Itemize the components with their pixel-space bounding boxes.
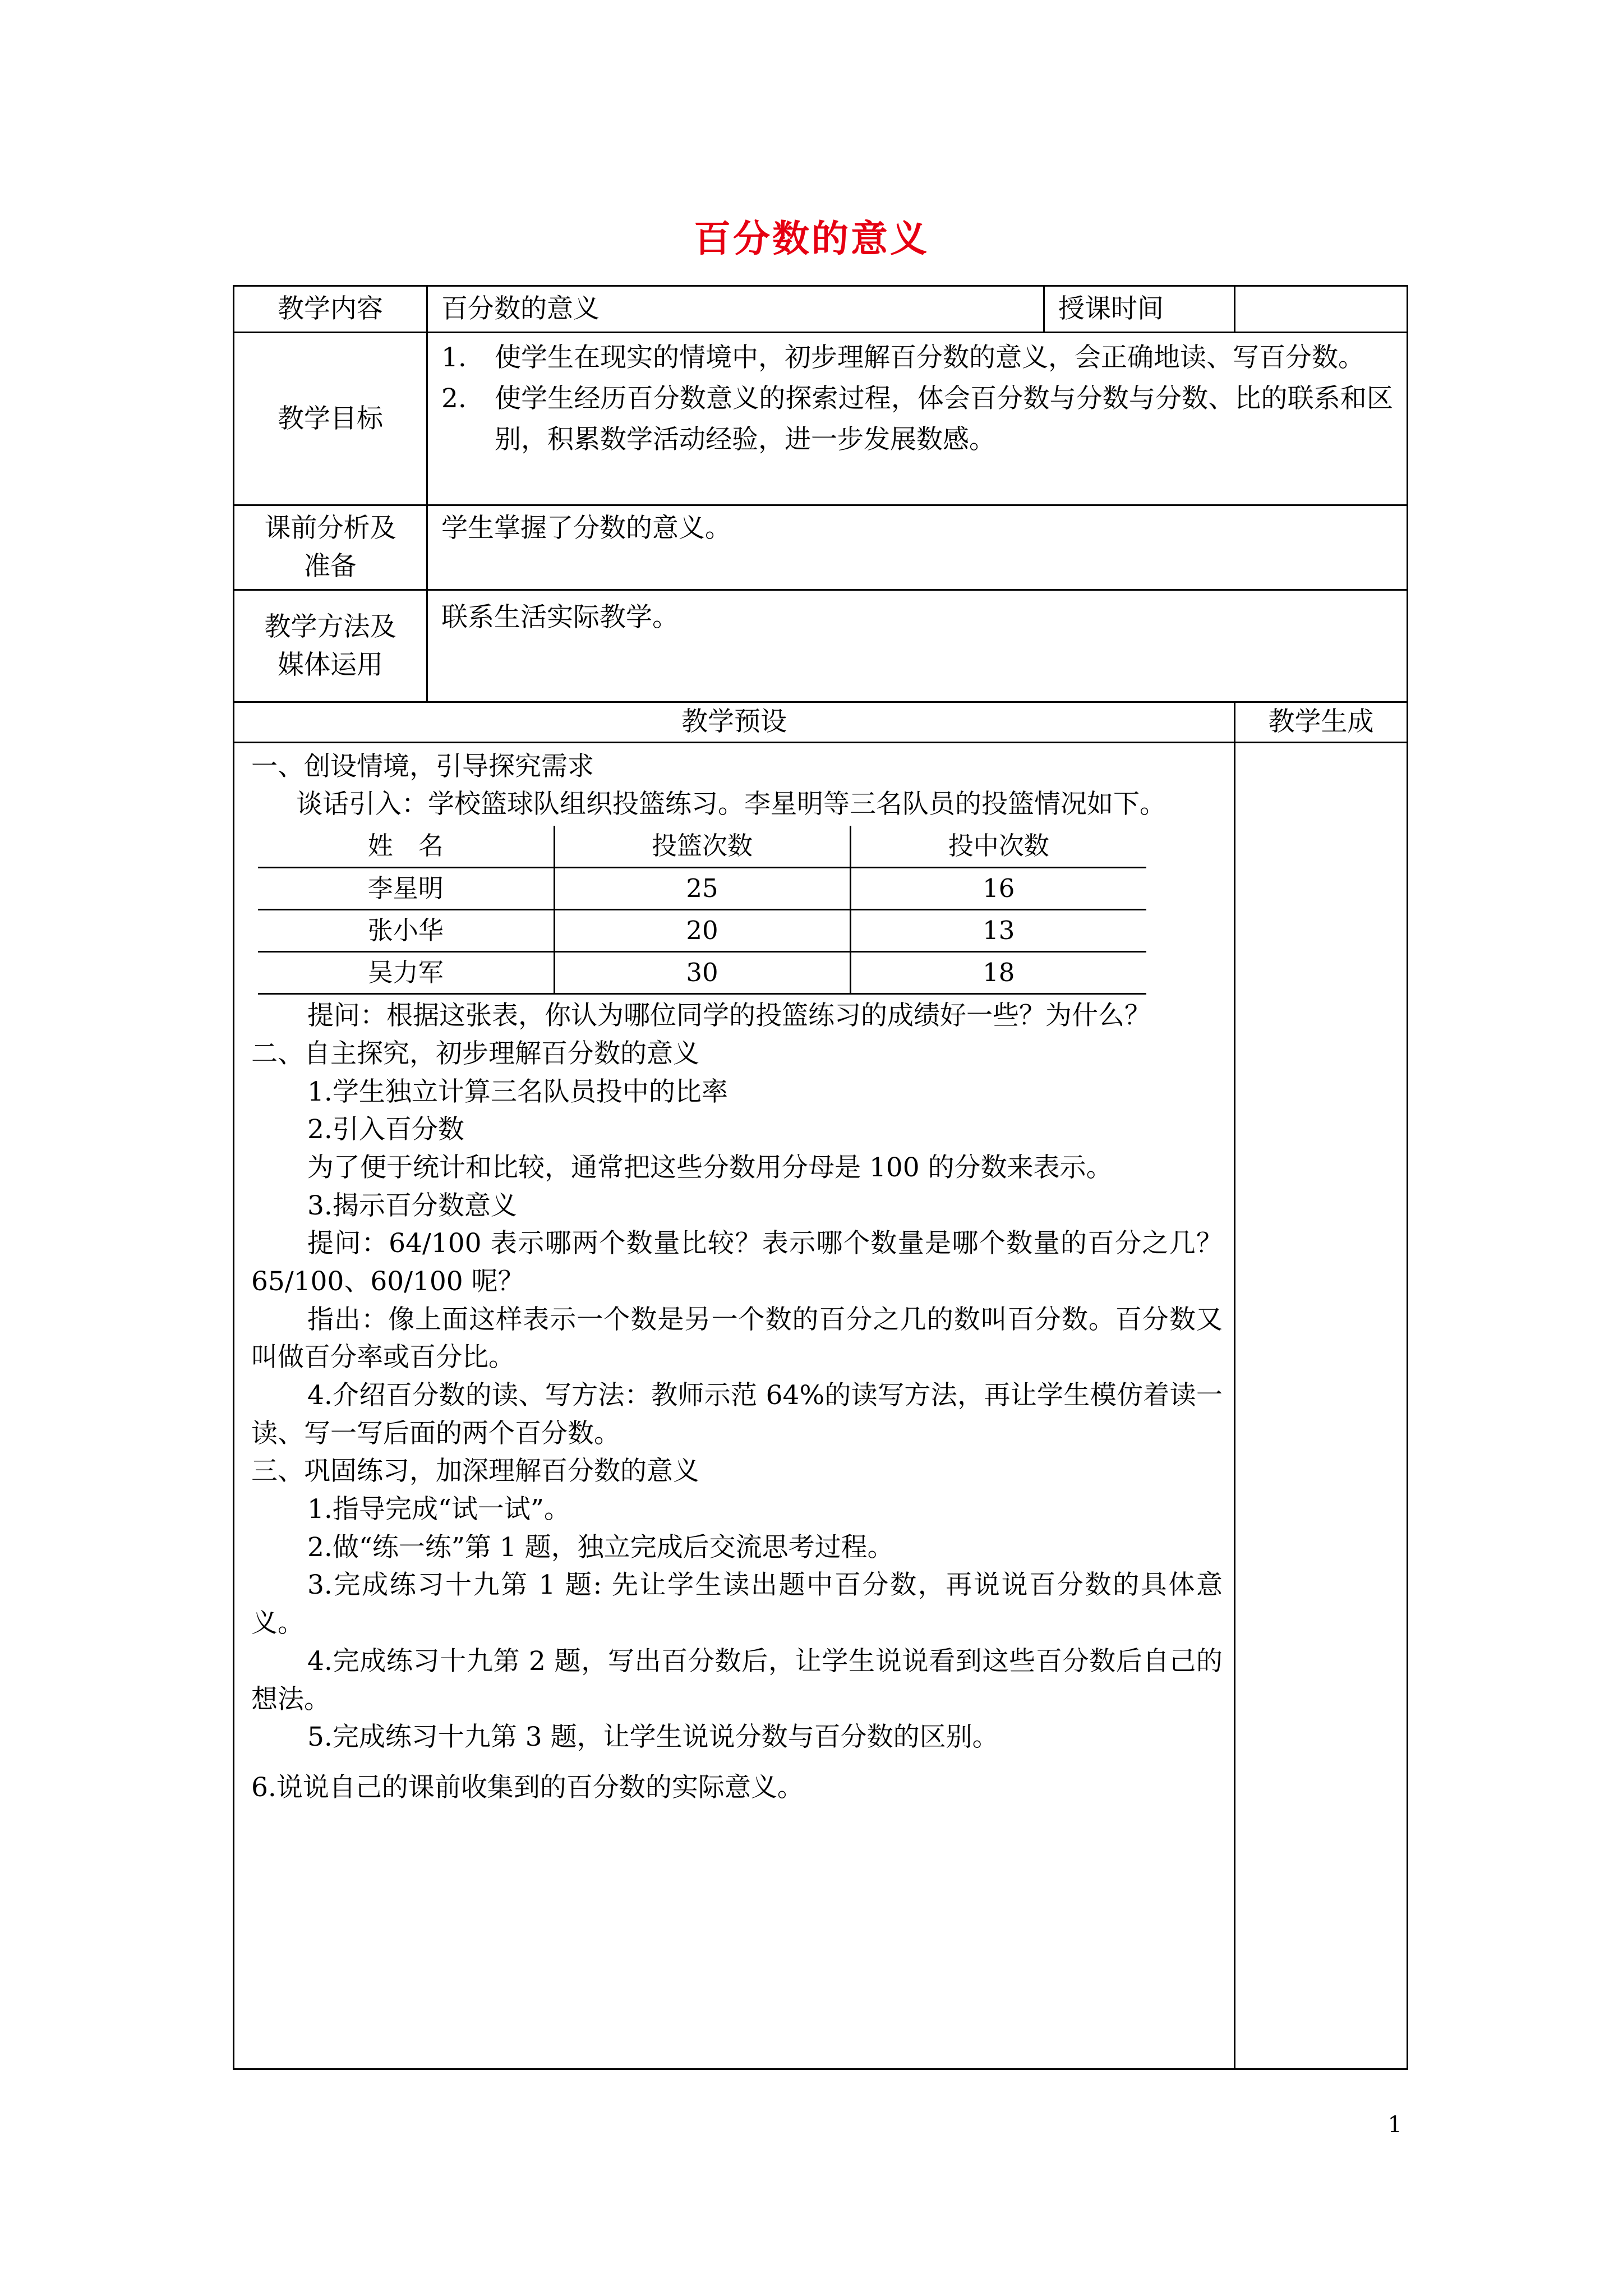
step-text: 3.揭示百分数意义: [307, 1190, 517, 1221]
table-cell: 20: [554, 910, 850, 952]
goals-label: 教学目标: [234, 333, 427, 505]
table-cell: 张小华: [258, 910, 554, 952]
step-text: 指出：像上面这样表示一个数是另一个数的百分之几的数叫百分数。百分数又叫做百分率或百分比。: [251, 1304, 1223, 1373]
goal-item: [441, 338, 1393, 379]
goal-item: [441, 379, 1393, 461]
goal-number: 2.: [441, 383, 467, 414]
column-header: 投篮次数: [554, 826, 850, 868]
step-text: 提问：64/100 表示哪两个数量比较？表示哪个数量是哪个数量的百分之几？65/100、60/100 呢？: [251, 1228, 1223, 1297]
section-title: 二、自主探究，初步理解百分数的意义: [251, 1038, 699, 1070]
column-header: 姓 名: [258, 826, 554, 868]
shooting-table-header: [258, 826, 1146, 868]
goals-content: [427, 333, 1408, 505]
step-text: 4.完成练习十九第 2 题，写出百分数后，让学生说说看到这些百分数后自己的想法。: [251, 1645, 1223, 1715]
goal-text: 使学生经历百分数意义的探索过程，体会百分数与分数与分数、比的联系和区别，积累数学活动经验，进一步发展数感。: [495, 383, 1393, 455]
analysis-value: 学生掌握了分数的意义。: [427, 505, 1408, 590]
methods-label-line: 媒体运用: [278, 649, 383, 680]
preset-header: 教学预设: [234, 702, 1235, 742]
step-text: 2.做“练一练”第 1 题，独立完成后交流思考过程。: [307, 1531, 894, 1563]
methods-value: 联系生活实际教学。: [427, 590, 1408, 702]
step-text: 6.说说自己的课前收集到的百分数的实际意义。: [251, 1772, 804, 1803]
column-header: 投中次数: [850, 826, 1146, 868]
step-text: 1.学生独立计算三名队员投中的比率: [307, 1076, 728, 1107]
step-text: 1.指导完成“试一试”。: [307, 1494, 570, 1525]
table-cell: 吴力军: [258, 952, 554, 994]
intro-text: 谈话引入：学校篮球队组织投篮练习。李星明等三名队员的投篮情况如下。: [296, 789, 1166, 820]
table-row: [258, 910, 1146, 952]
table-cell: 13: [850, 910, 1146, 952]
methods-label-line: 教学方法及: [264, 611, 396, 642]
content-value: 百分数的意义: [427, 286, 1044, 333]
time-label: 授课时间: [1044, 286, 1235, 333]
step-text: 为了便于统计和比较，通常把这些分数用分母是 100 的分数来表示。: [307, 1152, 1113, 1184]
table-cell: 25: [554, 868, 850, 910]
outcome-header: 教学生成: [1235, 702, 1408, 742]
table-row: [258, 868, 1146, 910]
question-text: 提问：根据这张表，你认为哪位同学的投篮练习的成绩好一些？为什么？: [307, 1000, 1151, 1032]
document-title: 百分数的意义: [694, 217, 929, 260]
time-value: [1235, 286, 1408, 333]
section-title: 三、巩固练习，加深理解百分数的意义: [251, 1456, 699, 1487]
table-cell: 16: [850, 868, 1146, 910]
teaching-outcome-content: [1235, 742, 1408, 2069]
step-text: 3.完成练习十九第 1 题: 先让学生读出题中百分数，再说说百分数的具体意义。: [251, 1570, 1223, 1639]
goal-number: 1.: [441, 342, 467, 374]
step-text: 4.介绍百分数的读、写方法：教师示范 64%的读写方法，再让学生模仿着读一读、写一写后面的两个百分数。: [251, 1380, 1223, 1449]
table-row: [258, 952, 1146, 994]
table-cell: 18: [850, 952, 1146, 994]
teaching-preset-content: [234, 742, 1235, 2069]
methods-label: [234, 590, 427, 702]
analysis-label-line: 准备: [304, 551, 357, 582]
goal-text: 使学生在现实的情境中，初步理解百分数的意义，会正确地读、写百分数。: [495, 342, 1364, 374]
step-text: 5.完成练习十九第 3 题，让学生说说分数与百分数的区别。: [307, 1722, 999, 1753]
step-text: 2.引入百分数: [307, 1114, 464, 1145]
section-title: 一、创设情境，引导探究需求: [251, 751, 594, 782]
shooting-table: [258, 826, 1146, 995]
content-label: 教学内容: [234, 286, 427, 333]
page-number: 1: [1387, 2112, 1402, 2138]
analysis-label-line: 课前分析及: [264, 513, 396, 544]
lesson-plan-table: [233, 285, 1408, 2070]
table-cell: 李星明: [258, 868, 554, 910]
analysis-label: [234, 505, 427, 590]
table-cell: 30: [554, 952, 850, 994]
